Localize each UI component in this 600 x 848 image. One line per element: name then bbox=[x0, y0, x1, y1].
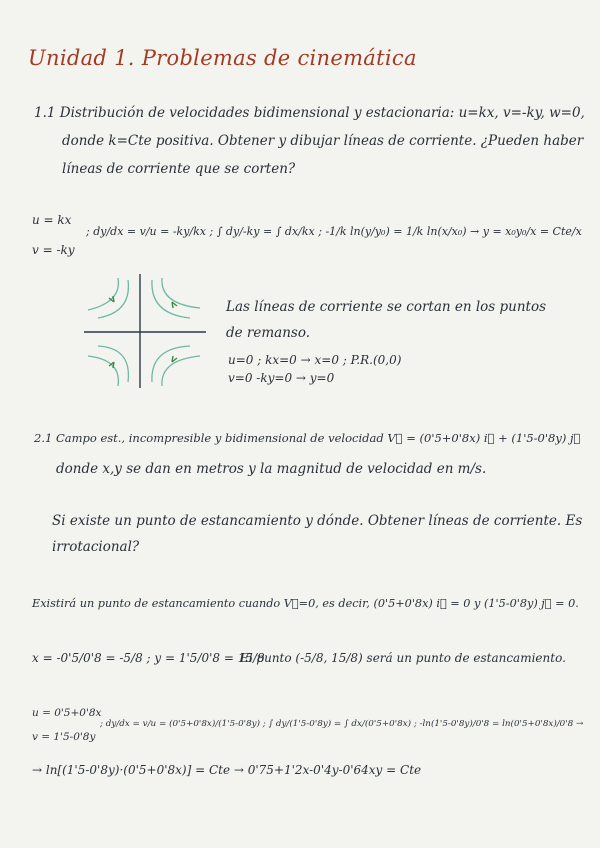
problem2-component-u: u = 0'5+0'8x bbox=[32, 707, 102, 719]
streamline-q2-outer bbox=[88, 278, 118, 310]
problem1-derivation: ; dy/dx = v/u = -ky/kx ; ∫ dy/-ky = ∫ dx/kx ; -1/k ln(y/y₀) = 1/k ln(x/x₀) → y = x₀y₀/x = Cte/x bbox=[86, 225, 582, 238]
problem1-statement-line3: líneas de corriente que se corten? bbox=[62, 161, 296, 177]
problem1-answer-line1: Las líneas de corriente se cortan en los puntos bbox=[226, 299, 547, 315]
problem2-point-calc: x = -0'5/0'8 = -5/8 ; y = 1'5/0'8 = 15/8 bbox=[32, 651, 265, 665]
problem1-stagnation-line2: v=0 -ky=0 → y=0 bbox=[228, 371, 335, 385]
page-title: Unidad 1. Problemas de cinemática bbox=[28, 46, 417, 70]
problem1-answer-line2: de remanso. bbox=[226, 325, 311, 341]
problem1-velocity-u: u = kx bbox=[32, 213, 72, 227]
problem2-statement-line1: 2.1 Campo est., incompresible y bidimensional de velocidad V⃗ = (0'5+0'8x) i⃗ + (1'5-0'8y) j⃗ bbox=[34, 431, 581, 445]
problem2-existence: Existirá un punto de estancamiento cuando V⃗=0, es decir, (0'5+0'8x) i⃗ = 0 y (1'5-0'8y) j⃗ = 0. bbox=[32, 597, 579, 610]
streamline-q3-outer bbox=[88, 356, 118, 386]
problem2-statement-line2: donde x,y se dan en metros y la magnitud de velocidad en m/s. bbox=[56, 461, 487, 477]
streamline-q1-outer bbox=[162, 278, 200, 308]
streamline-q4-inner bbox=[152, 346, 190, 382]
problem2-question-line2: irrotacional? bbox=[52, 539, 140, 555]
arrow-q1 bbox=[172, 302, 177, 308]
problem2-final-result: → ln[(1'5-0'8y)·(0'5+0'8x)] = Cte → 0'75+1'2x-0'4y-0'64xy = Cte bbox=[32, 763, 422, 777]
problem2-point-text: El punto (-5/8, 15/8) será un punto de estancamiento. bbox=[240, 651, 566, 665]
problem1-statement-line2: donde k=Cte positiva. Obtener y dibujar líneas de corriente. ¿Pueden haber bbox=[62, 133, 584, 149]
problem2-streamline-equation: ; dy/dx = v/u = (0'5+0'8x)/(1'5-0'8y) ; ∫ dy/(1'5-0'8y) = ∫ dx/(0'5+0'8x) ; -ln(1'5-0'8y)/0'8 = ln(0'5+0'8x)/0'8 → bbox=[100, 719, 584, 729]
arrow-q4 bbox=[172, 356, 177, 362]
axes bbox=[84, 274, 206, 388]
problem1-stagnation-line1: u=0 ; kx=0 → x=0 ; P.R.(0,0) bbox=[228, 353, 402, 367]
problem2-question-line1: Si existe un punto de estancamiento y dónde. Obtener líneas de corriente. Es bbox=[52, 513, 583, 529]
streamline-q4-outer bbox=[162, 356, 200, 386]
problem1-statement-line1: 1.1 Distribución de velocidades bidimensional y estacionaria: u=kx, v=-ky, w=0, bbox=[34, 105, 585, 121]
problem2-component-v: v = 1'5-0'8y bbox=[32, 731, 96, 743]
streamline-plot bbox=[80, 272, 210, 390]
problem1-velocity-v: v = -ky bbox=[32, 243, 75, 257]
